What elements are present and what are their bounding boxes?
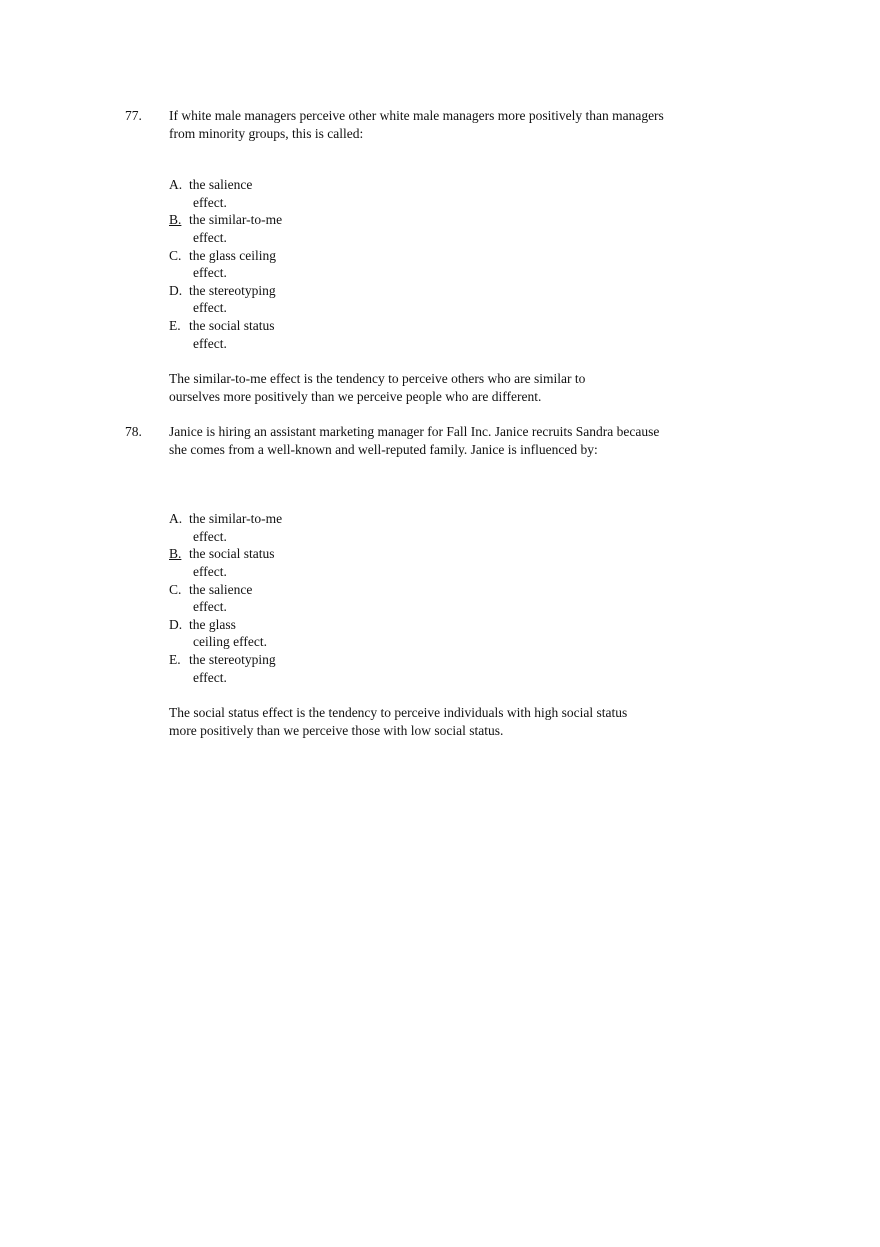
choice-b (169, 211, 369, 246)
question-stem: If white male managers perceive other white male managers more positively than managers from minority groups, this is called: (169, 108, 664, 141)
choice-text: the glass (189, 616, 236, 632)
choice-text-cont: effect. (193, 194, 227, 210)
choice-text-cont: effect. (193, 265, 227, 281)
answer-choices (169, 510, 369, 686)
choice-letter: C. (169, 247, 182, 263)
choice-text-cont: effect. (193, 563, 227, 579)
choice-c (169, 581, 369, 616)
choice-b (169, 545, 369, 580)
choice-text: the stereotyping (189, 652, 276, 668)
choice-text: the similar-to-me (189, 511, 283, 526)
choice-a (169, 176, 369, 211)
choice-text: the stereotyping (189, 282, 276, 298)
choice-text-cont: ceiling effect. (193, 634, 267, 650)
choice-letter: C. (169, 581, 182, 597)
choice-text-cont: effect. (193, 300, 227, 316)
choice-c (169, 247, 369, 282)
choice-letter: D. (169, 616, 183, 632)
choice-text-cont: effect. (193, 669, 227, 685)
choice-text: the social status (189, 318, 275, 334)
choice-letter: A. (169, 177, 183, 192)
question-number: 77. (125, 108, 142, 123)
choice-text-cont: effect. (193, 528, 227, 544)
choice-letter-correct: B. (169, 546, 182, 562)
choice-a (169, 510, 369, 545)
question-number: 78. (125, 424, 142, 439)
choice-text-cont: effect. (193, 229, 227, 245)
choice-letter-correct: B. (169, 212, 182, 228)
choice-letter: D. (169, 282, 183, 298)
answer-explanation: The social status effect is the tendency to perceive individuals with high social status more positively than we perceive those with low social status. (169, 705, 628, 738)
choice-text: the similar-to-me (189, 212, 283, 228)
answer-explanation: The similar-to-me effect is the tendency to perceive others who are similar to ourselves more positively than we perceive people who are different. (169, 371, 586, 404)
choice-text: the glass ceiling (189, 247, 276, 263)
choice-e (169, 317, 369, 352)
choice-letter: A. (169, 511, 183, 526)
choice-text: the salience (189, 581, 253, 597)
choice-text-cont: effect. (193, 599, 227, 615)
choice-d (169, 616, 369, 651)
choice-letter: E. (169, 318, 181, 334)
choice-e (169, 651, 369, 686)
choice-text-cont: effect. (193, 335, 227, 351)
choice-letter: E. (169, 652, 181, 668)
question-stem: Janice is hiring an assistant marketing manager for Fall Inc. Janice recruits Sandra because she comes from a well-known and well-reputed family. Janice is influenced by: (169, 424, 660, 457)
choice-text: the salience (189, 177, 253, 192)
choice-d (169, 282, 369, 317)
answer-choices (169, 176, 369, 352)
choice-text: the social status (189, 546, 275, 562)
